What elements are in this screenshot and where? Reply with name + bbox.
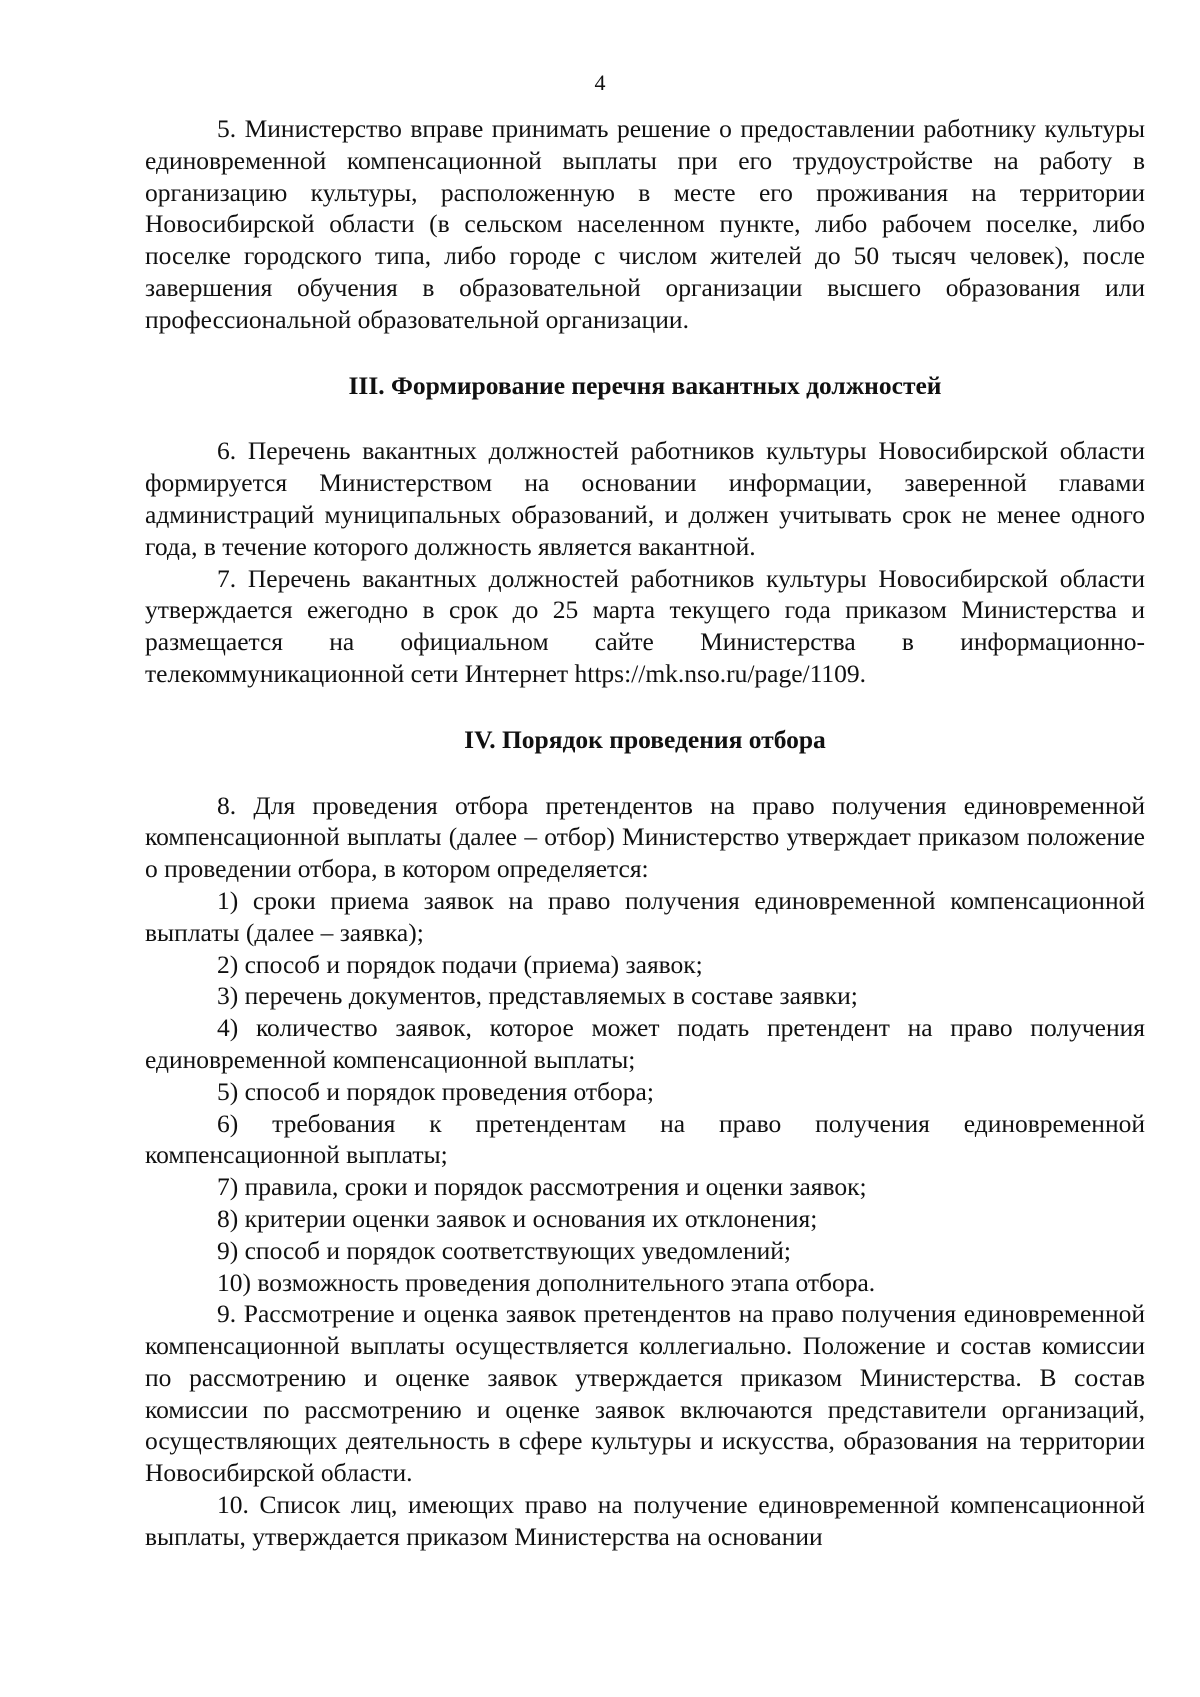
list-item-10: 10) возможность проведения дополнительного этапа отбора. (217, 1267, 876, 1297)
list-item-3: 3) перечень документов, представляемых в составе заявки; (217, 981, 858, 1011)
list-item-9: 9) способ и порядок соответствующих уведомлений; (217, 1235, 791, 1265)
paragraph-8: 8. Для проведения отбора претендентов на право получения единовременной компенсационной выплаты (далее – отбор) Министерство утверждает приказом положение о проведении отбора, в котором определяется: (145, 790, 1145, 884)
list-item-4: 4) количество заявок, которое может подать претендент на право получения единовременной компенсационной выплаты; (145, 1013, 1145, 1074)
paragraph-7: 7. Перечень вакантных должностей работников культуры Новосибирской области утверждается ежегодно в срок до 25 марта текущего года приказом Министерства и размещается на официальном сайте Министерства в информационно-телекоммуникационной сети Интернет https://mk.nso.ru/page/1109. (145, 563, 1145, 688)
list-item-1: 1) сроки приема заявок на право получения единовременной компенсационной выплаты (далее – заявка); (145, 885, 1145, 947)
list-item-8: 8) критерии оценки заявок и основания их отклонения; (217, 1203, 818, 1233)
page-number: 4 (594, 70, 606, 95)
paragraph-9: 9. Рассмотрение и оценка заявок претендентов на право получения единовременной компенсационной выплаты осуществляется коллегиально. Положение и состав комиссии по рассмотрению и оценке заявок утверждается приказом Министерства. В состав комиссии по рассмотрению и оценке заявок включаются представители организаций, осуществляющих деятельность в сфере культуры и искусства, образования на территории Новосибирской области. (145, 1299, 1145, 1488)
paragraph-5: 5. Министерство вправе принимать решение о предоставлении работнику культуры единовременной компенсационной выплаты при его трудоустройстве на работу в организацию культуры, расположенную в месте его проживания на территории Новосибирской области (в сельском населенном пункте, либо рабочем поселке, либо поселке городского типа, либо городе с числом жителей до 50 тысяч человек), после завершения обучения в образовательной организации высшего образования или профессиональной образовательной организации. (145, 114, 1145, 334)
document-body (145, 113, 1145, 1553)
section-iii-heading: III. Формирование перечня вакантных должностей (348, 370, 942, 400)
paragraph-6: 6. Перечень вакантных должностей работников культуры Новосибирской области формируется Министерством на основании информации, заверенной главами администраций муниципальных образований, и должен учитывать срок не менее одного года, в течение которого должность является вакантной. (145, 436, 1145, 561)
paragraph-10: 10. Список лиц, имеющих право на получение единовременной компенсационной выплаты, утверждается приказом Министерства на основании (145, 1490, 1145, 1551)
list-item-5: 5) способ и порядок проведения отбора; (217, 1076, 654, 1106)
list-item-7: 7) правила, сроки и порядок рассмотрения и оценки заявок; (217, 1172, 867, 1202)
section-iv-heading: IV. Порядок проведения отбора (464, 724, 826, 754)
list-item-6: 6) требования к претендентам на право получения единовременной компенсационной выплаты; (145, 1108, 1145, 1170)
list-item-2: 2) способ и порядок подачи (приема) заявок; (217, 949, 703, 979)
